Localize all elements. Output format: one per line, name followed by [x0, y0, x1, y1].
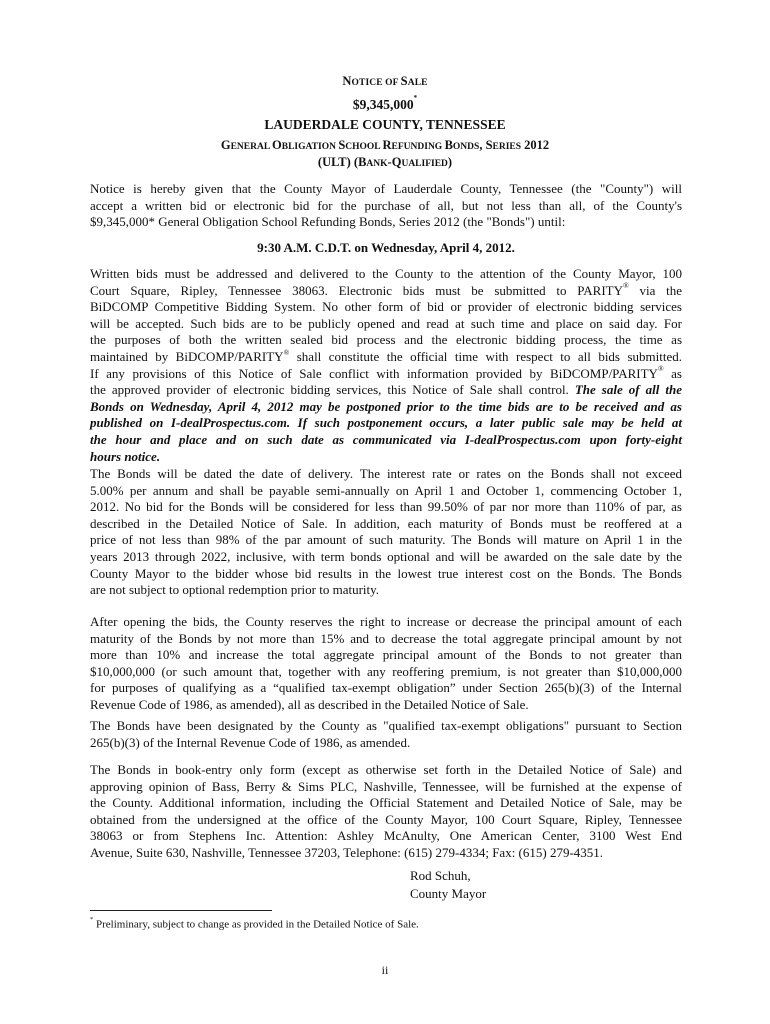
footnote-divider — [90, 910, 272, 911]
paragraph-notice — [90, 181, 682, 231]
text-line: will be accepted. Such bids are to be publicly opened and read at such time and place on said day. For — [90, 315, 682, 331]
notice-title: NOTICE OF SALE — [342, 74, 428, 88]
bond-qualification: (ULT) (BANK-QUALIFIED) — [317, 155, 453, 169]
page-number: ii — [381, 963, 389, 977]
bond-series-title: GENERAL OBLIGATION SCHOOL REFUNDING BONDS, SERIES 2012 — [220, 138, 550, 152]
text-line: maintained by BiDCOMP/PARITY® shall constitute the official time with respect to all bids submitted. — [90, 347, 682, 364]
paragraph-additional-info — [90, 762, 682, 862]
footnote: * Preliminary, subject to change as provided in the Detailed Notice of Sale. — [90, 916, 419, 931]
text-line: 265(b)(3) of the Internal Revenue Code of 1986, as amended. — [90, 734, 411, 750]
signatory-title: County Mayor — [410, 886, 487, 901]
text-line: described in the Detailed Notice of Sale. In addition, each maturity of Bonds must be reoffered at a — [90, 515, 682, 531]
bond-amount: $9,345,000* — [352, 94, 418, 112]
text-line: obtained from the undersigned at the office of the County Mayor, 100 Court Square, Ripley, Tennessee — [90, 811, 682, 827]
text-line: published on I-dealProspectus.com. If such postponement occurs, a later public sale may be held at — [90, 415, 682, 431]
text-line: the County. Additional information, including the Official Statement and Detailed Notice of Sale, may be — [90, 795, 682, 811]
text-line: 5.00% per annum and shall be payable semi-annually on April 1 and October 1, commencing October 1, — [90, 482, 682, 498]
text-line: years 2013 through 2022, inclusive, with term bonds optional and will be awarded on the sale date by the — [90, 548, 682, 564]
text-line: hours notice. — [90, 448, 161, 464]
text-line: If any provisions of this Notice of Sale conflict with information provided by BiDCOMP/PARITY® as — [90, 364, 682, 381]
paragraph-bids — [90, 266, 682, 465]
text-line: more than 10% and increase the total aggregate principal amount of the Bonds to not greater than — [90, 647, 682, 663]
text-line: Court Square, Ripley, Tennessee 38063. Electronic bids must be submitted to PARITY® via the — [90, 281, 683, 298]
text-line: Avenue, Suite 630, Nashville, Tennessee 37203, Telephone: (615) 279-4334; Fax: (615) 279-4351. — [90, 844, 604, 860]
text-line: County Mayor to the bidder whose bid results in the lowest true interest cost on the Bonds. The Bonds — [90, 565, 682, 581]
text-line: accept a written bid or electronic bid for the purchase of all, but not less than all, of the County's — [90, 197, 682, 213]
text-line: $10,000,000 (or such amount that, together with any reoffering premium, is not greater than $10,000,000 — [90, 663, 682, 679]
text-line: Revenue Code of 1986, as amended), all as described in the Detailed Notice of Sale. — [90, 696, 529, 712]
text-line: The Bonds have been designated by the County as "qualified tax-exempt obligations" pursuant to Section — [90, 718, 682, 733]
text-line: the purposes of both the written sealed bid process and the electronic bidding process, the time as — [90, 332, 682, 348]
county-name: LAUDERDALE COUNTY, TENNESSEE — [264, 117, 506, 132]
text-line: price of not less than 98% of the par amount of such maturity. The Bonds will mature on April 1 in the — [90, 532, 682, 548]
text-line: The Bonds will be dated the date of delivery. The interest rate or rates on the Bonds shall not exceed — [90, 466, 682, 481]
text-line: BiDCOMP Competitive Bidding System. No other form of bid or provider of electronic bidding services — [90, 299, 682, 315]
text-line: for purposes of qualifying as a “qualified tax-exempt obligation” under Section 265(b)(3) of the Internal — [90, 680, 682, 696]
text-line: The Bonds in book-entry only form (except as otherwise set forth in the Detailed Notice of Sale) and — [90, 762, 682, 777]
text-line: Written bids must be addressed and delivered to the County to the attention of the County Mayor, 100 — [90, 266, 682, 281]
text-line: Bonds on Wednesday, April 4, 2012 may be postponed prior to the time bids are to be received and as — [90, 398, 682, 414]
text-line: approving opinion of Bass, Berry & Sims PLC, Nashville, Tennessee, will be furnished at the expense of — [90, 778, 682, 794]
text-line: are not subject to optional redemption prior to maturity. — [90, 582, 380, 598]
text-line: the hour and place and on such date as communicated via I-dealProspectus.com upon forty-eight — [90, 431, 682, 447]
signatory-name: Rod Schuh, — [410, 868, 471, 883]
paragraph-tax-exempt — [90, 718, 682, 751]
text-line: Notice is hereby given that the County Mayor of Lauderdale County, Tennessee (the "County") will — [90, 181, 682, 196]
paragraph-bond-terms — [90, 466, 682, 599]
text-line: the approved provider of electronic bidding services, this Notice of Sale shall control. The sale of all the — [90, 382, 683, 398]
paragraph-principal-adjustment — [90, 614, 682, 714]
text-line: $9,345,000* General Obligation School Refunding Bonds, Series 2012 (the "Bonds") until: — [90, 214, 566, 230]
text-line: maturity of the Bonds by not more than 15% and to decrease the total aggregate principal amount by not — [90, 630, 682, 646]
text-line: 2012. No bid for the Bonds will be considered for less than 99.50% of par nor more than 110% of par, as — [90, 499, 682, 515]
text-line: 38063 or from Stephens Inc. Attention: Ashley McAnulty, One American Center, 3100 West End — [90, 828, 682, 844]
text-line: After opening the bids, the County reserves the right to increase or decrease the principal amount of each — [90, 614, 682, 629]
bid-deadline: 9:30 A.M. C.D.T. on Wednesday, April 4, 2012. — [257, 240, 515, 255]
